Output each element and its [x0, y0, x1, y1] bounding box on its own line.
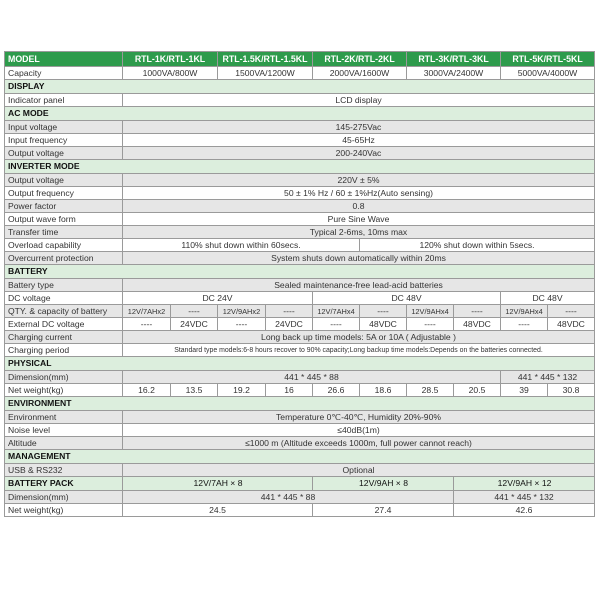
cell-value: 12V/9AHx4 [501, 305, 548, 318]
cell-value: 20.5 [454, 384, 501, 397]
row-label: Noise level [5, 424, 123, 437]
row-value: 441 * 445 * 132 [501, 371, 595, 384]
charging-current-row [5, 331, 595, 344]
spec-table [4, 51, 595, 517]
capacity-value: 2000VA/1600W [313, 67, 407, 80]
capacity-value: 1000VA/800W [123, 67, 218, 80]
row-label: Transfer time [5, 226, 123, 239]
cell-value: 18.6 [360, 384, 407, 397]
row-label: Altitude [5, 437, 123, 450]
cell-value: ---- [171, 305, 218, 318]
row-label: Output frequency [5, 187, 123, 200]
row-label: Charging current [5, 331, 123, 344]
header-row [5, 52, 595, 67]
row-label: Environment [5, 411, 123, 424]
section-title: ENVIRONMENT [5, 397, 595, 411]
model-name: RTL-5K/RTL-5KL [501, 52, 595, 67]
row-label: Net weight(kg) [5, 384, 123, 397]
row-value: DC 48V [501, 292, 595, 305]
cell-value: ---- [548, 305, 595, 318]
cell-value: 24VDC [171, 318, 218, 331]
row-value: Sealed maintenance-free lead-acid batteries [123, 279, 595, 292]
environment-row [5, 411, 595, 424]
cell-value: ---- [407, 318, 454, 331]
cell-value: ---- [501, 318, 548, 331]
pack-dimension-row [5, 491, 595, 504]
row-value: 0.8 [123, 200, 595, 213]
row-label: USB & RS232 [5, 464, 123, 477]
model-label: MODEL [5, 52, 123, 67]
section-title: BATTERY PACK [5, 477, 123, 491]
section-battery [5, 265, 595, 279]
cell-value: ---- [218, 318, 266, 331]
section-title: MANAGEMENT [5, 450, 595, 464]
row-label: Charging period [5, 344, 123, 357]
pack-config: 12V/7AH × 8 [123, 477, 313, 491]
inv-output-voltage-row [5, 174, 595, 187]
cell-value: 13.5 [171, 384, 218, 397]
row-label: Output voltage [5, 174, 123, 187]
dc-voltage-row [5, 292, 595, 305]
cell-value: 27.4 [313, 504, 454, 517]
cell-value: 28.5 [407, 384, 454, 397]
row-value: 441 * 445 * 88 [123, 371, 501, 384]
altitude-row [5, 437, 595, 450]
row-value: 45-65Hz [123, 134, 595, 147]
section-title: PHYSICAL [5, 357, 595, 371]
battery-type-row [5, 279, 595, 292]
net-weight-row [5, 384, 595, 397]
row-value: Pure Sine Wave [123, 213, 595, 226]
row-value: ≤40dB(1m) [123, 424, 595, 437]
section-title: BATTERY [5, 265, 595, 279]
cell-value: ---- [313, 318, 360, 331]
wave-form-row [5, 213, 595, 226]
row-label: Power factor [5, 200, 123, 213]
cell-value: 16.2 [123, 384, 171, 397]
inv-output-frequency-row [5, 187, 595, 200]
row-value: DC 48V [313, 292, 501, 305]
row-value: 220V ± 5% [123, 174, 595, 187]
row-value: Temperature 0℃-40℃, Humidity 20%-90% [123, 411, 595, 424]
row-value: 145-275Vac [123, 121, 595, 134]
row-value: 441 * 445 * 88 [123, 491, 454, 504]
row-label: Net weight(kg) [5, 504, 123, 517]
row-label: DC voltage [5, 292, 123, 305]
overcurrent-row [5, 252, 595, 265]
row-label: Overload capability [5, 239, 123, 252]
cell-value: 19.2 [218, 384, 266, 397]
row-value: 200-240Vac [123, 147, 595, 160]
section-battery-pack [5, 477, 595, 491]
section-title: AC MODE [5, 107, 595, 121]
cell-value: 24.5 [123, 504, 313, 517]
cell-value: 39 [501, 384, 548, 397]
charging-period-row [5, 344, 595, 357]
row-label: Output wave form [5, 213, 123, 226]
model-name: RTL-3K/RTL-3KL [407, 52, 501, 67]
section-ac-mode [5, 107, 595, 121]
section-physical [5, 357, 595, 371]
section-inverter-mode [5, 160, 595, 174]
dimension-row [5, 371, 595, 384]
row-value: 110% shut down within 60secs. [123, 239, 360, 252]
row-value: 120% shut down within 5secs. [360, 239, 595, 252]
cell-value: ---- [454, 305, 501, 318]
section-title: DISPLAY [5, 80, 595, 94]
power-factor-row [5, 200, 595, 213]
row-value: Standard type models:6-8 hours recover to 90% capacity;Long backup time models:Depends on the batteries connected. [123, 344, 595, 357]
cell-value: 24VDC [266, 318, 313, 331]
cell-value: ---- [123, 318, 171, 331]
capacity-value: 1500VA/1200W [218, 67, 313, 80]
cell-value: 12V/9AHx4 [407, 305, 454, 318]
row-label: QTY. & capacity of battery [5, 305, 123, 318]
row-value: LCD display [123, 94, 595, 107]
row-label: Output voltage [5, 147, 123, 160]
row-value: Long back up time models: 5A or 10A ( Adjustable ) [123, 331, 595, 344]
row-label: Capacity [5, 67, 123, 80]
cell-value: ---- [360, 305, 407, 318]
overload-row [5, 239, 595, 252]
external-dc-row [5, 318, 595, 331]
cell-value: 48VDC [454, 318, 501, 331]
pack-config: 12V/9AH × 12 [454, 477, 595, 491]
cell-value: 12V/7AHx2 [123, 305, 171, 318]
transfer-time-row [5, 226, 595, 239]
cell-value: 48VDC [548, 318, 595, 331]
indicator-row [5, 94, 595, 107]
row-value: DC 24V [123, 292, 313, 305]
row-value: Typical 2-6ms, 10ms max [123, 226, 595, 239]
row-value: 441 * 445 * 132 [454, 491, 595, 504]
row-label: External DC voltage [5, 318, 123, 331]
cell-value: 42.6 [454, 504, 595, 517]
battery-qty-row [5, 305, 595, 318]
row-label: Overcurrent protection [5, 252, 123, 265]
cell-value: ---- [266, 305, 313, 318]
capacity-value: 5000VA/4000W [501, 67, 595, 80]
pack-config: 12V/9AH × 8 [313, 477, 454, 491]
model-name: RTL-1.5K/RTL-1.5KL [218, 52, 313, 67]
row-label: Input frequency [5, 134, 123, 147]
cell-value: 30.8 [548, 384, 595, 397]
row-label: Dimension(mm) [5, 371, 123, 384]
row-label: Dimension(mm) [5, 491, 123, 504]
cell-value: 12V/9AHx2 [218, 305, 266, 318]
section-management [5, 450, 595, 464]
cell-value: 12V/7AHx4 [313, 305, 360, 318]
section-display [5, 80, 595, 94]
cell-value: 26.6 [313, 384, 360, 397]
model-name: RTL-2K/RTL-2KL [313, 52, 407, 67]
section-environment [5, 397, 595, 411]
noise-row [5, 424, 595, 437]
cell-value: 48VDC [360, 318, 407, 331]
model-name: RTL-1K/RTL-1KL [123, 52, 218, 67]
ac-output-voltage-row [5, 147, 595, 160]
row-label: Indicator panel [5, 94, 123, 107]
row-label: Battery type [5, 279, 123, 292]
section-title: INVERTER MODE [5, 160, 595, 174]
capacity-value: 3000VA/2400W [407, 67, 501, 80]
row-value: System shuts down automatically within 20ms [123, 252, 595, 265]
capacity-row [5, 67, 595, 80]
row-value: ≤1000 m (Altitude exceeds 1000m, full power cannot reach) [123, 437, 595, 450]
input-frequency-row [5, 134, 595, 147]
row-value: Optional [123, 464, 595, 477]
input-voltage-row [5, 121, 595, 134]
cell-value: 16 [266, 384, 313, 397]
pack-weight-row [5, 504, 595, 517]
row-value: 50 ± 1% Hz / 60 ± 1%Hz(Auto sensing) [123, 187, 595, 200]
usb-row [5, 464, 595, 477]
row-label: Input voltage [5, 121, 123, 134]
